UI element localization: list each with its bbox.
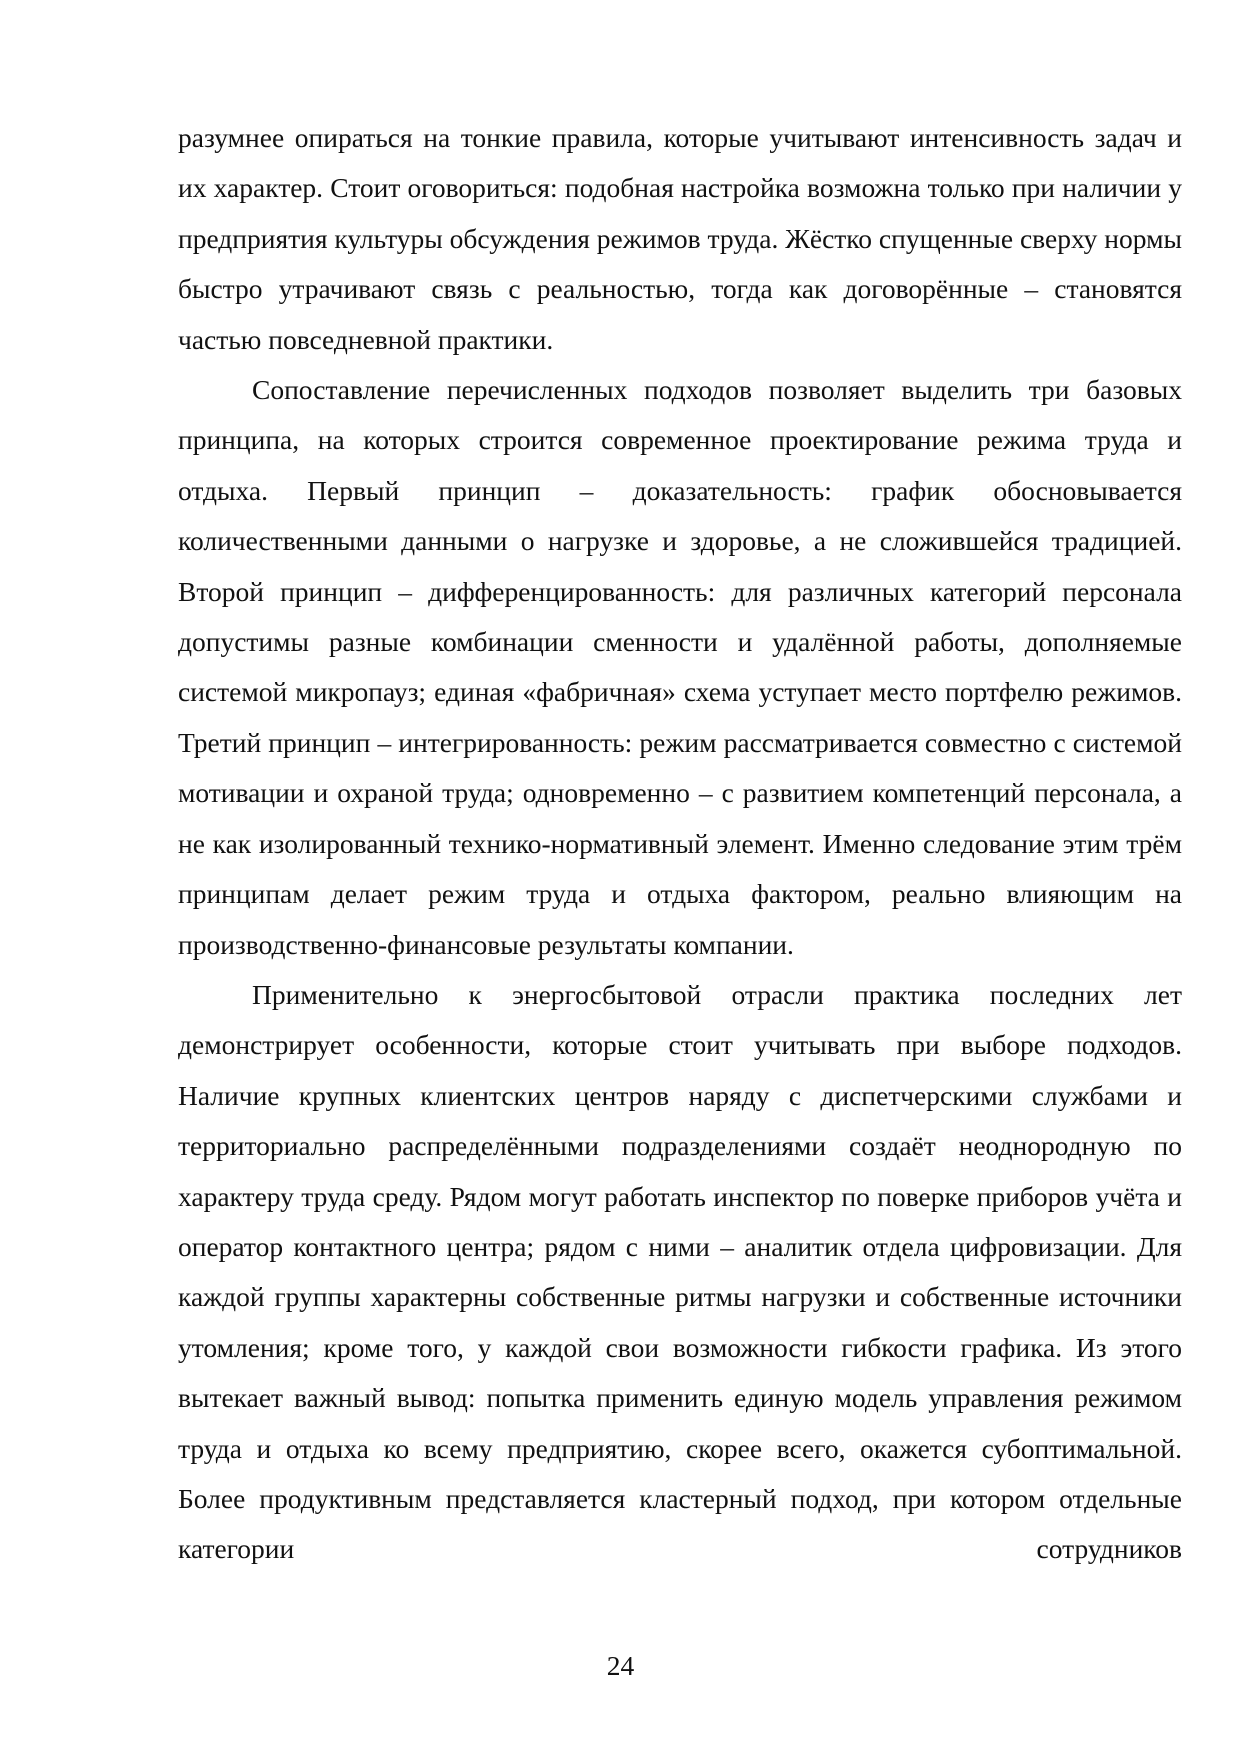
paragraph-energy-sector: Применительно к энергосбытовой отрасли практика последних лет демонстрирует особенности, которые стоит учитывать при выборе подходов. Наличие крупных клиентских центров наряду с диспетчерскими службами и территориально распределёнными подразделениями создаёт неоднородную по характеру труда среду. Рядом могут работать инспектор по поверке приборов учёта и оператор контактного центра; рядом с ними – аналитик отдела цифровизации. Для каждой группы характерны собственные ритмы нагрузки и собственные источники утомления; кроме того, у каждой свои возможности гибкости графика. Из этого вытекает важный вывод: попытка применить единую модель управления режимом труда и отдыха ко всему предприятию, скорее всего, окажется субоптимальной. Более продуктивным представляется кластерный подход, при котором отдельные категории сотрудников <box>178 978 1182 1565</box>
body-text <box>178 113 1182 1575</box>
page-number: 24 <box>606 1650 635 1681</box>
paragraph-principles: Сопоставление перечисленных подходов позволяет выделить три базовых принципа, на которых строится современное проектирование режима труда и отдыха. Первый принцип – доказательность: график обосновывается количественными данными о нагрузке и здоровье, а не сложившейся традицией. Второй принцип – дифференцированность: для различных категорий персонала допустимы разные комбинации сменности и удалённой работы, дополняемые системой микропауз; единая «фабричная» схема уступает место портфелю режимов. Третий принцип – интегрированность: режим рассматривается совместно с системой мотивации и охраной труда; одновременно – с развитием компетенций персонала, а не как изолированный технико-нормативный элемент. Именно следование этим трём принципам делает режим труда и отдыха фактором, реально влияющим на производственно-финансовые результаты компании. <box>178 374 1182 960</box>
paragraph-continuation: разумнее опираться на тонкие правила, которые учитывают интенсивность задач и их характер. Стоит оговориться: подобная настройка возможна только при наличии у предприятия культуры обсуждения режимов труда. Жёстко спущенные сверху нормы быстро утрачивают связь с реальностью, тогда как договорённые – становятся частью повседневной практики. <box>178 122 1182 355</box>
